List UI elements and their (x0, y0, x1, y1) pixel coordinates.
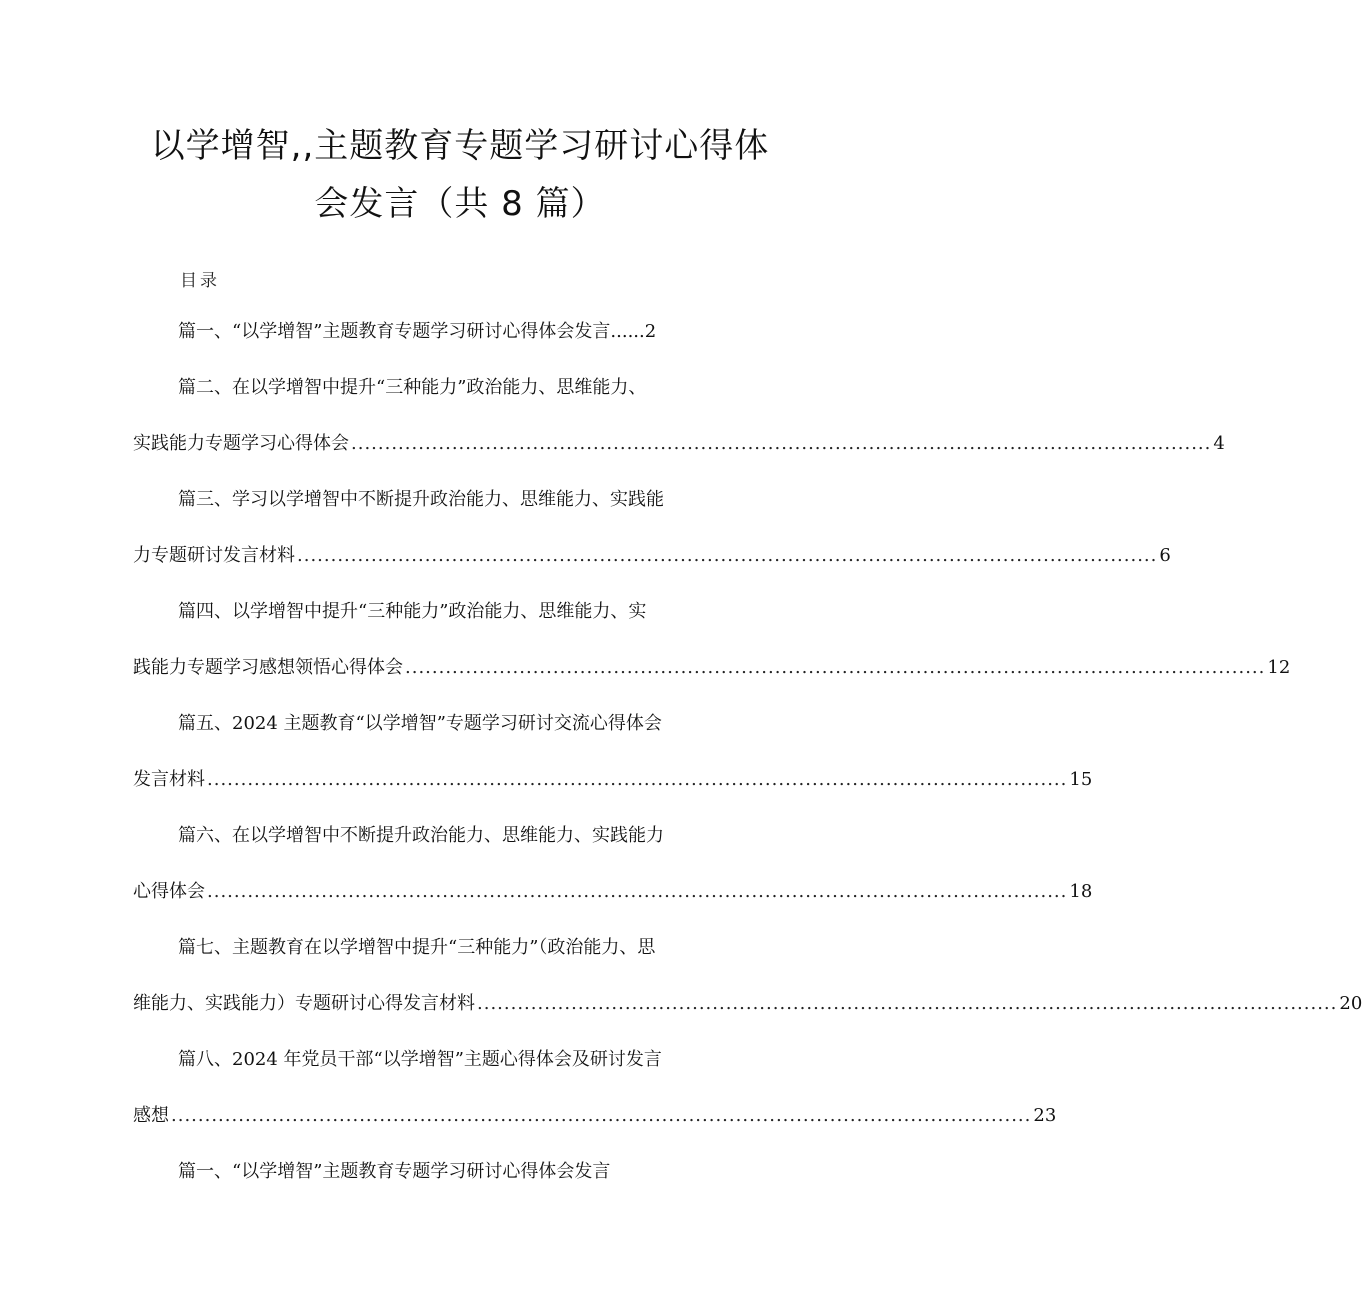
toc-entry-7-line-1[interactable]: 篇七、主题教育在以学增智中提升“三种能力”（政治能力、思 (178, 937, 656, 958)
toc-leader-dots: ................................................................................................................................ (351, 433, 1212, 454)
toc-page-number: 12 (1267, 657, 1291, 678)
toc-leader-dots: ................................................................................................................................ (171, 1105, 1032, 1126)
toc-leader-dots: ................................................................................................................................ (207, 769, 1068, 790)
document-title-line-1: 以学增智,,主题教育专题学习研讨心得体 (150, 126, 770, 166)
toc-page-number: 6 (1159, 545, 1171, 566)
toc-page-number: 18 (1069, 881, 1093, 902)
toc-entry-2-line-1[interactable]: 篇二、在以学增智中提升“三种能力”政治能力、思维能力、 (178, 377, 647, 398)
toc-entry-8-line-1[interactable]: 篇八、2024 年党员干部“以学增智”主题心得体会及研讨发言 (178, 1049, 662, 1070)
toc-entry-title: 践能力专题学习感想领悟心得体会 (133, 657, 403, 678)
toc-entry-title: 力专题研讨发言材料 (133, 545, 295, 566)
toc-entry-title: 维能力、实践能力）专题研讨心得发言材料 (133, 993, 475, 1014)
toc-entry-4-line-1[interactable]: 篇四、以学增智中提升“三种能力”政治能力、思维能力、实 (178, 601, 647, 622)
toc-leader-dots: ................................................................................................................................ (207, 881, 1068, 902)
toc-entry-title: 心得体会 (133, 881, 205, 902)
toc-entry-title: 发言材料 (133, 769, 205, 790)
toc-leader-dots: ................................................................................................................................ (297, 545, 1158, 566)
toc-entry-1[interactable] (178, 320, 656, 344)
toc-label: 目录 (180, 271, 220, 291)
toc-page-number: 20 (1339, 993, 1362, 1014)
toc-leader-dots: ...... (610, 321, 645, 342)
toc-entry-title: 实践能力专题学习心得体会 (133, 433, 349, 454)
toc-page-number: 2 (644, 321, 657, 342)
toc-leader-dots: ................................................................................................................................ (477, 993, 1338, 1014)
toc-page-number: 15 (1069, 769, 1093, 790)
toc-entry-4-line-2[interactable] (133, 656, 1291, 680)
toc-page-number: 23 (1033, 1105, 1057, 1126)
toc-entry-3-line-1[interactable]: 篇三、学习以学增智中不断提升政治能力、思维能力、实践能 (178, 489, 664, 510)
toc-entry-8-line-2[interactable] (133, 1104, 1057, 1128)
toc-entry-title: 篇一、“以学增智”主题教育专题学习研讨心得体会发言 (178, 321, 611, 342)
toc-page-number: 4 (1213, 433, 1225, 454)
toc-entry-5-line-1[interactable]: 篇五、2024 主题教育“以学增智”专题学习研讨交流心得体会 (178, 713, 662, 734)
toc-entry-6-line-2[interactable] (133, 880, 1093, 904)
toc-entry-3-line-2[interactable] (133, 544, 1171, 568)
document-title-line-2: 会发言（共 8 篇） (314, 184, 606, 224)
toc-leader-dots: ................................................................................................................................ (405, 657, 1266, 678)
toc-entry-2-line-2[interactable] (133, 432, 1225, 456)
toc-entry-7-line-2[interactable] (133, 992, 1362, 1016)
section-heading: 篇一、“以学增智”主题教育专题学习研讨心得体会发言 (178, 1161, 611, 1182)
toc-entry-5-line-2[interactable] (133, 768, 1093, 792)
toc-entry-6-line-1[interactable]: 篇六、在以学增智中不断提升政治能力、思维能力、实践能力 (178, 825, 664, 846)
toc-entry-title: 感想 (133, 1105, 169, 1126)
